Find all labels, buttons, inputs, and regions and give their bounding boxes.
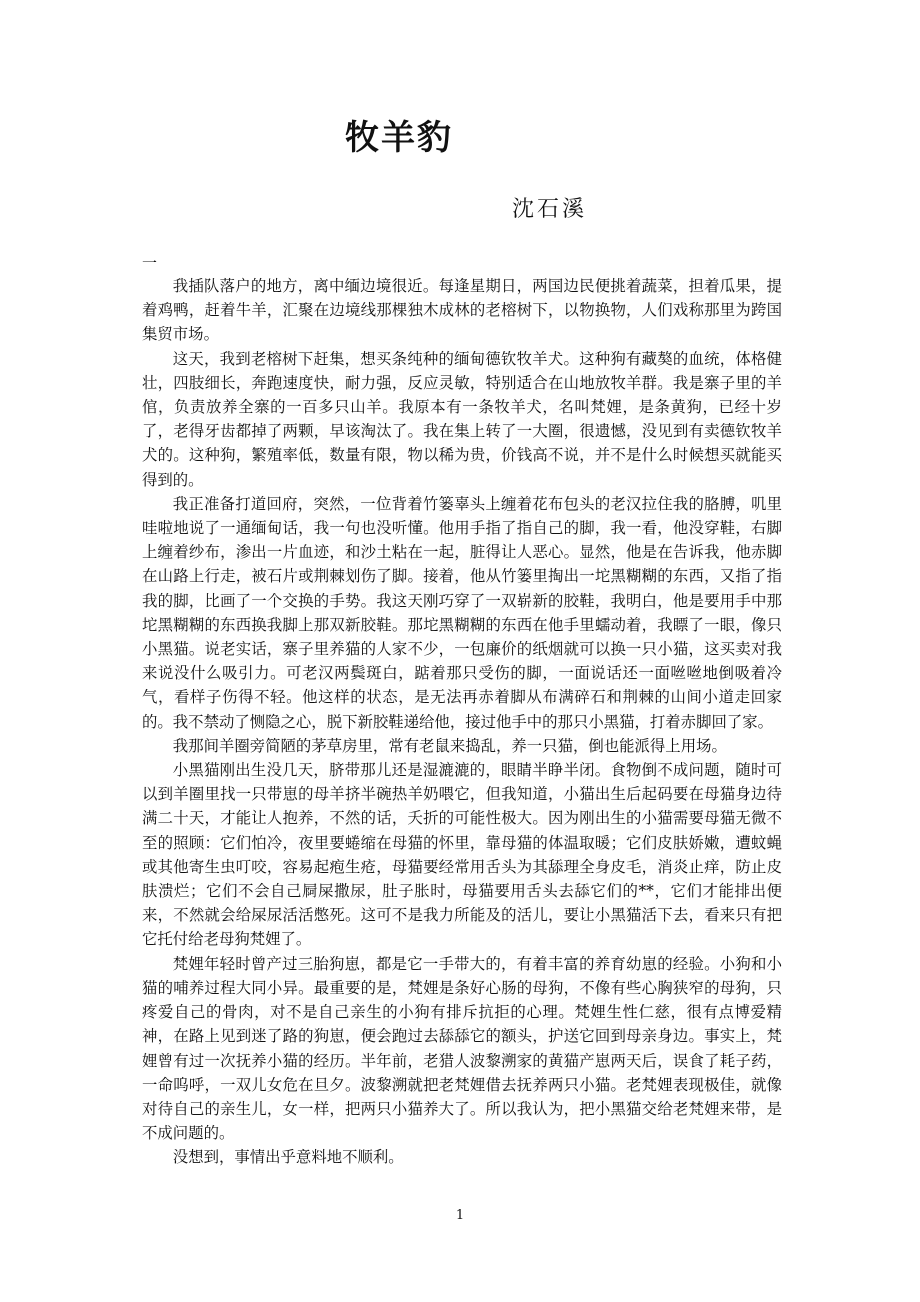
page-title: 牧羊豹 [345,118,453,158]
section-number: 一 [142,254,158,272]
paragraph: 梵娌年轻时曾产过三胎狗崽，都是它一手带大的，有着丰富的养育幼崽的经验。小狗和小猫的哺养过程大同小异。最重要的是，梵娌是条好心肠的母狗，不像有些心胸狭窄的母狗，只疼爱自己的骨肉，对不是自己亲生的小狗有排斥抗拒的心理。梵娌生性仁慈，很有点博爱精神，在路上见到迷了路的狗崽，便会跑过去舔舔它的额头，护送它回到母亲身边。事实上，梵娌曾有过一次抚养小猫的经历。半年前，老猎人波黎溯家的黄猫产崽两天后，误食了耗子药，一命呜呼，一双儿女危在旦夕。波黎溯就把老梵娌借去抚养两只小猫。老梵娌表现极佳，就像对待自己的亲生儿，女一样，把两只小猫养大了。所以我认为，把小黑猫交给老梵娌来带，是不成问题的。 [142,954,782,1143]
paragraph: 没想到，事情出乎意料地不顺利。 [172,1148,404,1167]
paragraph: 我插队落户的地方，离中缅边境很近。每逢星期日，两国边民便挑着蔬菜，担着瓜果，提着鸡鸭，赶着牛羊，汇聚在边境线那棵独木成林的老榕树下，以物换物，人们戏称那里为跨国集贸市场。 [142,277,782,344]
body-text [142,274,782,1170]
paragraph: 小黑猫刚出生没几天，脐带那儿还是湿漉漉的，眼睛半睁半闭。食物倒不成问题，随时可以到羊圈里找一只带崽的母羊挤半碗热羊奶喂它，但我知道，小猫出生后起码要在母猫身边待满二十天，才能让人抱养，不然的话，夭折的可能性极大。因为刚出生的小猫需要母猫无微不至的照顾：它们怕冷，夜里要蜷缩在母猫的怀里，靠母猫的体温取暖；它们皮肤娇嫩，遭蚊蝇或其他寄生虫叮咬，容易起疱生疮，母猫要经常用舌头为其舔理全身皮毛，消炎止痒，防止皮肤溃烂；它们不会自己屙屎撒尿，肚子胀时，母猫要用舌头去舔它们的**，它们才能排出便来，不然就会给屎尿活活憋死。这可不是我力所能及的活儿，要让小黑猫活下去，看来只有把它托付给老母狗梵娌了。 [142,761,782,949]
paragraph: 这天，我到老榕树下赶集，想买条纯种的缅甸德钦牧羊犬。这种狗有藏獒的血统，体格健壮，四肢细长，奔跑速度快，耐力强，反应灵敏，特别适合在山地放牧羊群。我是寨子里的羊倌，负责放养全寨的一百多只山羊。我原本有一条牧羊犬，名叫梵娌，是条黄狗，已经十岁了，老得牙齿都掉了两颗，早该淘汰了。我在集上转了一大圈，很遗憾，没见到有卖德钦牧羊犬的。这种狗，繁殖率低，数量有限，物以稀为贵，价钱高不说，并不是什么时候想买就能买得到的。 [142,349,782,489]
page-number: 1 [455,1208,465,1223]
paragraph: 我那间羊圈旁简陋的茅草房里，常有老鼠来捣乱，养一只猫，倒也能派得上用场。 [172,736,727,755]
paragraph: 我正准备打道回府，突然，一位背着竹篓辜头上缠着花布包头的老汉拉住我的胳膊，叽里哇啦地说了一通缅甸话，我一句也没听懂。他用手指了指自己的脚，我一看，他没穿鞋，右脚上缠着纱布，渗出一片血迹，和沙土粘在一起，脏得让人恶心。显然，他是在告诉我，他赤脚在山路上行走，被石片或荆棘划伤了脚。接着，他从竹篓里掏出一坨黑糊糊的东西，又指了指我的脚，比画了一个交换的手势。我这天刚巧穿了一双崭新的胶鞋，我明白，他是要用手中那坨黑糊糊的东西换我脚上那双新胶鞋。那坨黑糊糊的东西在他手里蠕动着，我瞟了一眼，像只小黑猫。说老实话，寨子里养猫的人家不少，一包廉价的纸烟就可以换一只小猫，这买卖对我来说没什么吸引力。可老汉两鬓斑白，踮着那只受伤的脚，一面说话还一面咝咝地倒吸着冷气，看样子伤得不轻。他这样的状态，是无法再赤着脚从布满碎石和荆棘的山间小道走回家的。我不禁动了恻隐之心，脱下新胶鞋递给他，接过他手中的那只小黑猫，打着赤脚回了家。 [142,494,782,731]
author-name: 沈石溪 [512,197,588,222]
